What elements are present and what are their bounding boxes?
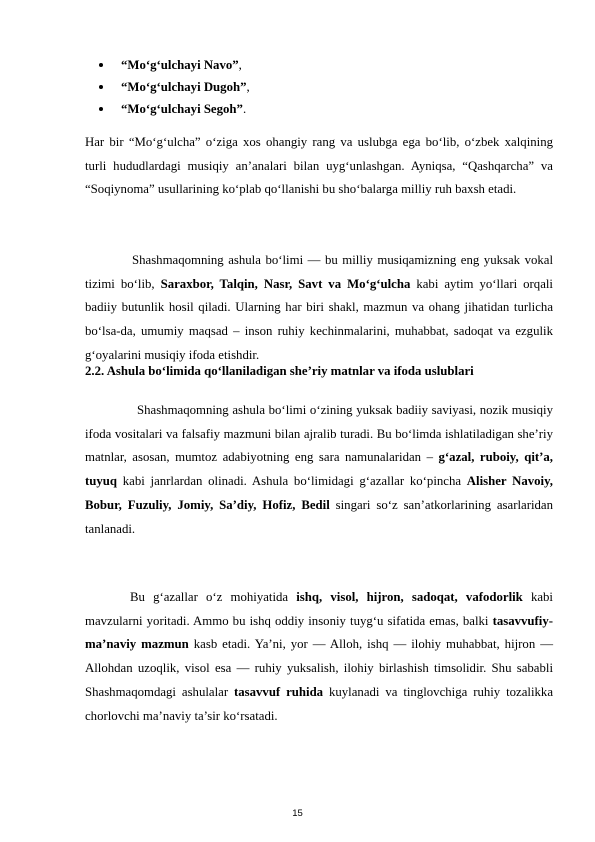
text-run: kasb etadi. Ya’ni, yor — Alloh, ishq — ilohiy muhabbat, hijron — Allohdan uzoqlik, visol esa — ruhiy yuksalish, ilohiy birlashish timsolidir. Shu sababli Shashmaqomdagi ashulalar — [85, 637, 553, 699]
text-run: kuylanadi va tinglovchiga ruhiy tozalikka chorlovchi ma’naviy ta’sir ko‘rsatadi. — [85, 684, 554, 723]
text-run: singari so‘z san’atkorlarining asarlaridan tanlanadi. — [85, 497, 553, 536]
bold-run: Saraxbor, Talqin, Nasr, Savt va Mo‘g‘ulcha — [160, 276, 411, 291]
list-item-punct: . — [242, 102, 247, 116]
text-run: kabi mavzularni yoritadi. Ammo bu ishq oddiy insoniy tuyg‘u sifatida emas, balki — [85, 590, 553, 628]
list-item-punct: , — [246, 80, 250, 94]
paragraph-gazallar — [85, 586, 553, 728]
list-item-title: “Mo‘g‘ulchayi Segoh” — [121, 102, 243, 116]
bold-run: Alisher Navoiy, Bobur, Fuzuliy, Jomiy, Sa’diy, Hofiz, Bedil — [85, 474, 553, 512]
text-run: Shashmaqomning ashula bo‘limi o‘zining yuksak badiiy saviyasi, nozik musiqiy ifoda vositalari va falsafiy mazmuni bilan ajralib turadi. Bu bo‘limda ishlatiladigan she’riy matnlar, asosan, mumtoz adabiyotning eng sara namunalaridan – — [85, 403, 553, 465]
shobalar-list — [99, 54, 250, 120]
list-item-title: “Mo‘g‘ulchayi Dugoh” — [121, 80, 247, 94]
paragraph-sheriy-matnlar — [85, 399, 553, 541]
text-run: kabi aytim yo‘llari orqali badiiy butunlik hosil qiladi. Ularning har biri shakl, mazmun va ohang jihatidan turlicha bo‘lsa-da, umumiy maqsad – inson ruhiy kechinmalarini, muhabbat, sadoqat va ezgulik g‘oyalarini musiqiy ifoda etishdir. — [85, 276, 553, 362]
list-item-title: “Mo‘g‘ulchayi Navo” — [121, 58, 239, 72]
list-item — [99, 76, 250, 98]
bold-run: tasavvuf ruhida — [233, 684, 324, 699]
bold-run: tasavvufiy-ma’naviy mazmun — [85, 613, 553, 652]
page-number: 15 — [292, 808, 303, 819]
list-item — [99, 54, 250, 76]
list-item — [99, 98, 250, 120]
bold-run: ishq, visol, hijron, sadoqat, vafodorlik — [296, 590, 523, 604]
text-run: Bu g‘azallar o‘z mohiyatida — [130, 590, 297, 604]
bold-run: g‘azal, ruboiy, qit’a, tuyuq — [85, 450, 553, 489]
list-item-punct: , — [238, 58, 242, 72]
text-run: Shashmaqomning ashula bo‘limi — bu milliy musiqamizning eng yuksak vokal tizimi bo‘lib, — [85, 253, 553, 291]
paragraph-mogulcha: Har bir “Mo‘g‘ulcha” o‘ziga xos ohangiy rang va uslubga ega bo‘lib, o‘zbek xalqining turli hududlardagi musiqiy an’analari bilan uyg‘unlashgan. Ayniqsa, “Qashqarcha” va “Soqiynoma” usullarining ko‘plab qo‘llanishi bu sho‘balarga milliy ruh baxsh etadi. — [85, 135, 553, 197]
section-heading: 2.2. Ashula bo‘limida qo‘llaniladigan she’riy matnlar va ifoda uslublari — [85, 364, 474, 378]
text-run: kabi janrlardan olinadi. Ashula bo‘limidagi g‘azallar ko‘pincha — [117, 474, 467, 489]
paragraph-ashula-bolimi — [85, 249, 553, 368]
